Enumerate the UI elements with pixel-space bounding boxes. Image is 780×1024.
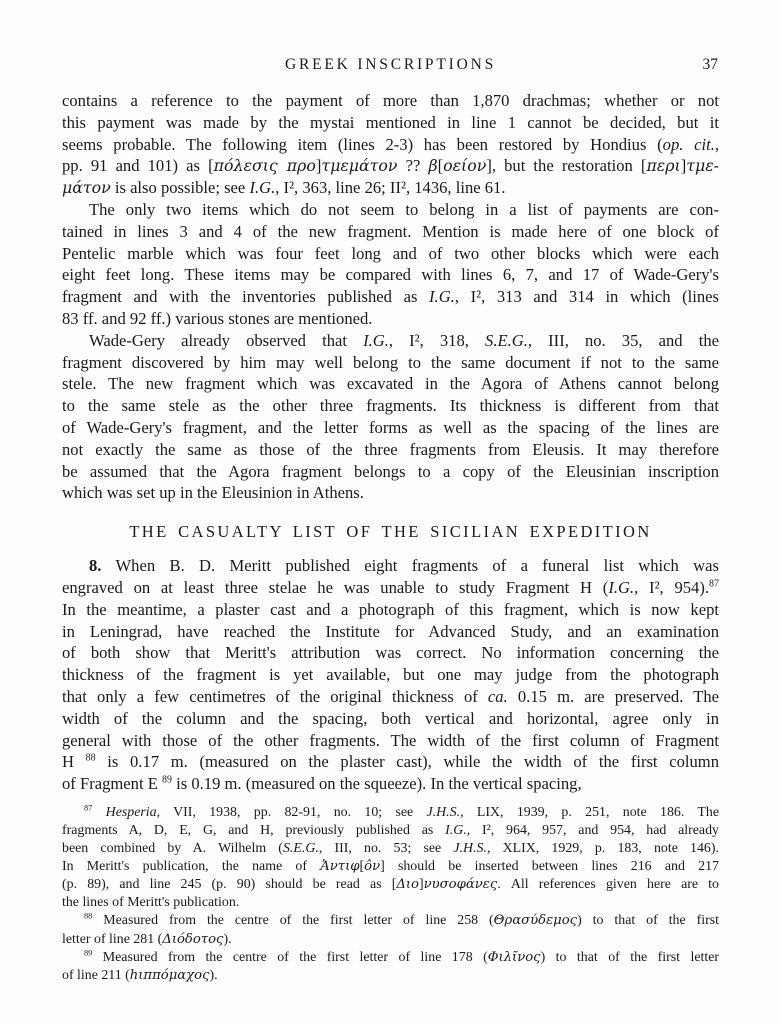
text-line: contains a reference to the payment of more than 1,870 drachmas; whether or not bbox=[62, 91, 719, 110]
text-line: of line 211 (hιππόμαχος). bbox=[62, 967, 218, 983]
document-body bbox=[62, 90, 719, 795]
text-line: of Fragment E $^{89}$ is 0.19 m. (measured on the squeeze). In the vertical spacing, bbox=[62, 774, 582, 794]
text-line: fragments A, D, E, G, and H, previously published as I.G., I², 964, 957, and 954, had already bbox=[62, 823, 719, 838]
footnote bbox=[62, 949, 719, 985]
running-header bbox=[62, 56, 719, 76]
paragraph bbox=[62, 199, 719, 330]
text-line: (p. 89), and line 245 (p. 90) should be read as [Διο]νυσοφάνες. All references given here are to bbox=[62, 877, 719, 893]
section-heading: THE CASUALTY LIST OF THE SICILIAN EXPEDITION bbox=[129, 522, 652, 542]
footnotes-section bbox=[62, 804, 719, 985]
text-line: In Meritt's publication, the name of Ἀντιφ[ôν] should be inserted between lines 216 and 217 bbox=[62, 859, 720, 875]
text-line: thickness of the fragment is yet available, but one may judge from the photograph bbox=[62, 665, 719, 685]
text-line: of both show that Meritt's attribution was correct. No information concerning the bbox=[62, 643, 719, 663]
text-line: 83 ff. and 92 ff.) various stones are mentioned. bbox=[62, 308, 373, 328]
text-line: $^{87}$ Hesperia, VII, 1938, pp. 82-91, no. 10; see J.H.S., LIX, 1939, p. 251, note 186. The bbox=[84, 803, 719, 820]
paragraph bbox=[62, 555, 719, 795]
footnote bbox=[62, 912, 719, 948]
page-number: 37 bbox=[702, 56, 718, 73]
text-line: Wade-Gery already observed that I.G., I², 318, S.E.G., III, no. 35, and the bbox=[89, 330, 719, 350]
text-line: Pentelic marble which was four feet long and of two other blocks which were each bbox=[62, 243, 719, 263]
page-content bbox=[62, 56, 719, 985]
footnote bbox=[62, 804, 719, 913]
text-line: not exactly the same as those of the three fragments from Eleusis. It may therefore bbox=[62, 439, 719, 459]
text-line: this payment was made by the mystai mentioned in line 1 cannot be decided, but it bbox=[62, 112, 719, 132]
text-line: to the same stele as the other three fragments. Its thickness is different from that bbox=[62, 396, 719, 416]
text-line: width of the column and the spacing, both vertical and horizontal, agree only in bbox=[62, 708, 719, 728]
text-line: $^{89}$ Measured from the centre of the first letter of line 178 (Φιλῖνος) to that of the first letter bbox=[84, 948, 719, 965]
text-line: $^{88}$ Measured from the centre of the first letter of line 258 (Θρασύδεμος) to that of the first bbox=[84, 911, 719, 929]
text-line: be assumed that the Agora fragment belongs to a copy of the Eleusinian inscription bbox=[62, 461, 719, 481]
paragraph bbox=[62, 330, 719, 504]
text-line: eight feet long. These items may be compared with lines 6, 7, and 17 of Wade-Gery's bbox=[62, 265, 719, 285]
text-line: μάτον is also possible; see I.G., I², 363, line 26; II², 1436, line 61. bbox=[62, 178, 506, 198]
text-line: stele. The new fragment which was excavated in the Agora of Athens cannot belong bbox=[62, 374, 719, 394]
paragraph bbox=[62, 90, 719, 199]
text-line: general with those of the other fragments. The width of the first column of Fragment bbox=[62, 730, 719, 750]
text-line: 8. When B. D. Meritt published eight fragments of a funeral list which was bbox=[89, 556, 719, 576]
text-line: tained in lines 3 and 4 of the new fragment. Mention is made here of one block of bbox=[62, 221, 719, 241]
text-line: H $^{88}$ is 0.17 m. (measured on the plaster cast), while the width of the first column bbox=[62, 752, 719, 772]
text-line: the lines of Meritt's publication. bbox=[62, 895, 240, 911]
text-line: fragment discovered by him may well belong to the same document if not to the same bbox=[62, 352, 719, 372]
text-line: of Wade-Gery's fragment, and the letter forms as well as the spacing of the lines are bbox=[62, 417, 719, 437]
text-line: fragment and with the inventories published as I.G., I², 313 and 314 in which (lines bbox=[62, 287, 719, 307]
text-line: letter of line 281 (Διόδοτος). bbox=[62, 931, 232, 947]
text-line: that only a few centimetres of the original thickness of ca. 0.15 m. are preserved. The bbox=[62, 686, 719, 706]
text-line: seems probable. The following item (lines 2-3) has been restored by Hondius (op. cit., bbox=[62, 134, 720, 154]
text-line: engraved on at least three stelae he was unable to study Fragment H (I.G., I², 954).$^{87}$ bbox=[62, 577, 719, 597]
text-line: which was set up in the Eleusinion in Athens. bbox=[62, 483, 364, 503]
text-line: been combined by A. Wilhelm (S.E.G., III, no. 53; see J.H.S., XLIX, 1929, p. 183, note 146). bbox=[62, 841, 719, 857]
text-line: In the meantime, a plaster cast and a photograph of this fragment, which is now kept bbox=[62, 599, 719, 619]
text-line: in Leningrad, have reached the Institute for Advanced Study, and an examination bbox=[62, 621, 719, 641]
running-header-title: GREEK INSCRIPTIONS bbox=[284, 56, 496, 73]
text-line: The only two items which do not seem to belong in a list of payments are con- bbox=[89, 199, 719, 219]
text-line: pp. 91 and 101) as [πόλεσις προ]τμεμάτον ?? β[οείον], but the restoration [περι]τμε- bbox=[62, 156, 720, 176]
